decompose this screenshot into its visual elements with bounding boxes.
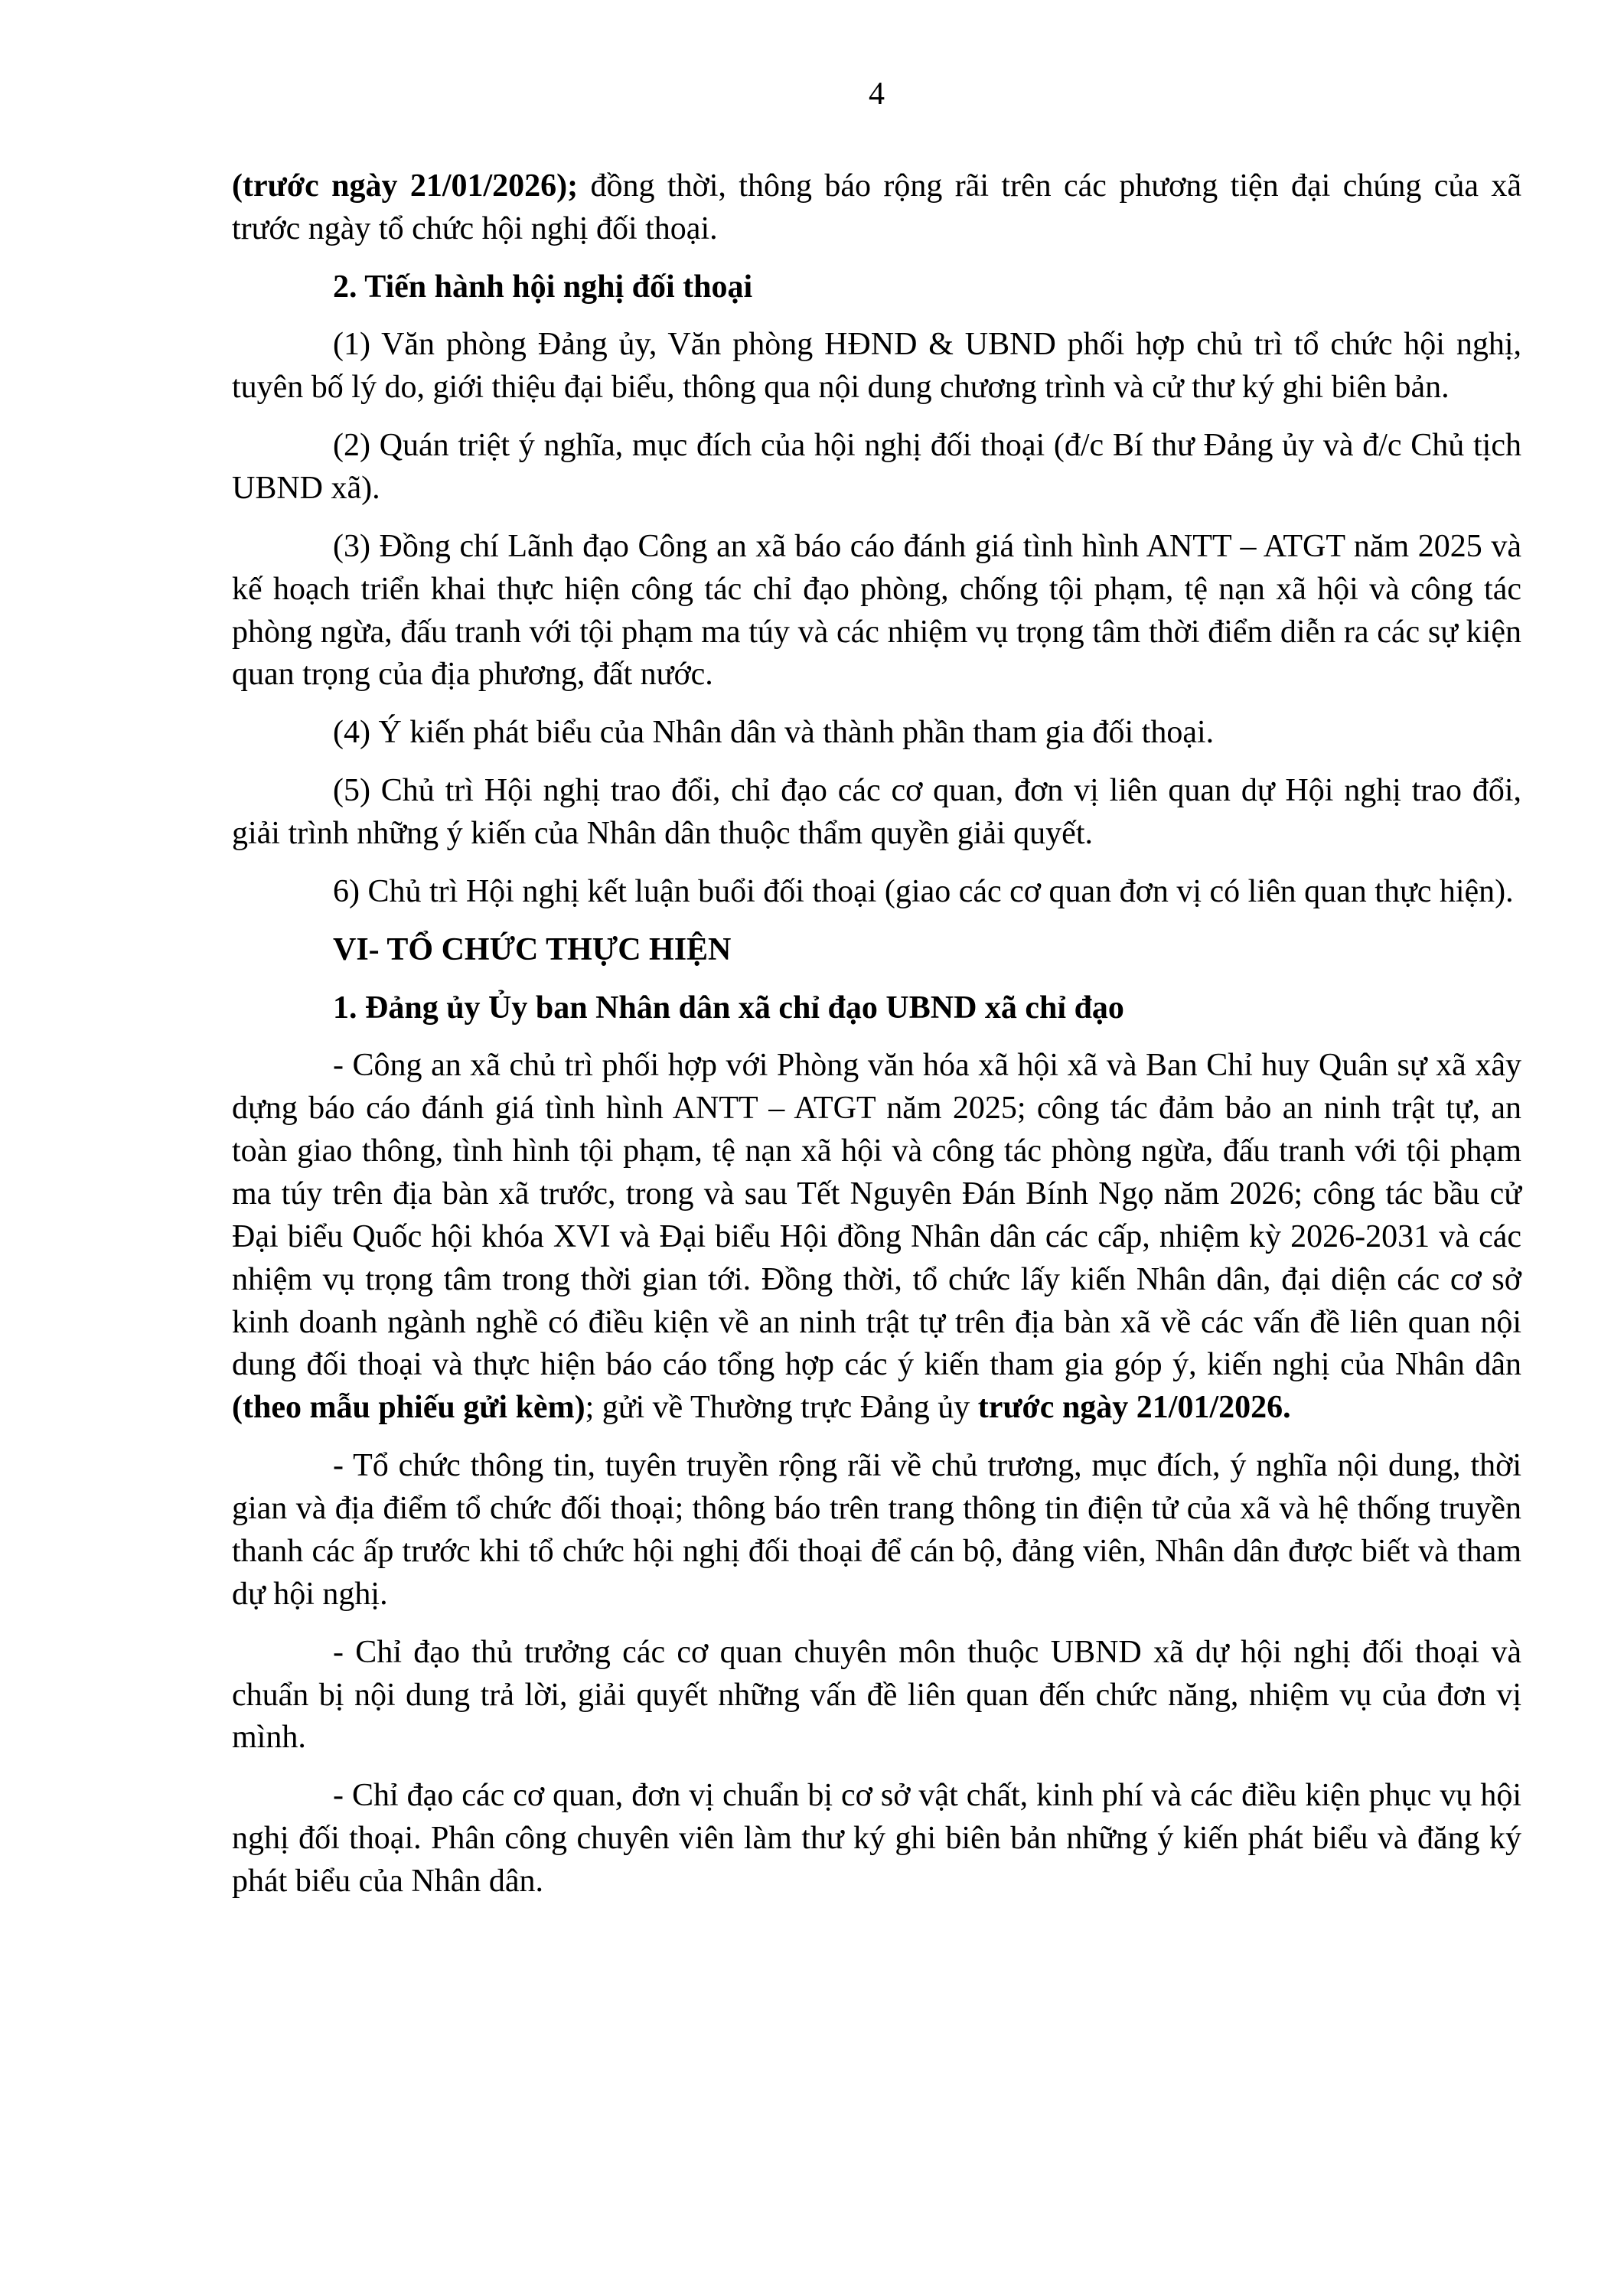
text-segment: ; gửi về Thường trực Đảng ủy xyxy=(585,1390,978,1426)
section-heading xyxy=(232,987,1521,1030)
paragraph xyxy=(232,526,1521,696)
text-segment: 6) Chủ trì Hội nghị kết luận buổi đối thoại (giao các cơ quan đơn vị có liên quan thực hiện). xyxy=(333,873,1514,909)
bold-text-segment: trước ngày 21/01/2026. xyxy=(977,1390,1291,1426)
document-body xyxy=(232,165,1521,1903)
paragraph xyxy=(232,1445,1521,1616)
paragraph xyxy=(232,425,1521,510)
text-segment: (3) Đồng chí Lãnh đạo Công an xã báo cáo đánh giá tình hình ANTT – ATGT năm 2025 và kế hoạch triển khai thực hiện công tác chỉ đạo phòng, chống tội phạm, tệ nạn xã hội và công tác phòng ngừa, đấu tranh với tội phạm ma túy và các nhiệm vụ trọng tâm thời điểm diễn ra các sự kiện quan trọng của địa phương, đất nước. xyxy=(232,528,1521,693)
paragraph xyxy=(232,1632,1521,1760)
section-heading xyxy=(232,929,1521,972)
section-heading xyxy=(232,266,1521,309)
paragraph xyxy=(232,1045,1521,1430)
bold-text-segment: (trước ngày 21/01/2026); xyxy=(232,168,591,204)
paragraph xyxy=(232,770,1521,856)
text-segment: - Chỉ đạo thủ trưởng các cơ quan chuyên môn thuộc UBND xã dự hội nghị đối thoại và chuẩn bị nội dung trả lời, giải quyết những vấn đề liên quan đến chức năng, nhiệm vụ của đơn vị mình. xyxy=(232,1634,1521,1756)
paragraph xyxy=(232,712,1521,755)
text-segment: (2) Quán triệt ý nghĩa, mục đích của hội nghị đối thoại (đ/c Bí thư Đảng ủy và đ/c Chủ tịch UBND xã). xyxy=(232,428,1521,507)
page-number: 4 xyxy=(869,77,885,112)
paragraph xyxy=(232,324,1521,409)
paragraph xyxy=(232,871,1521,914)
text-segment: (4) Ý kiến phát biểu của Nhân dân và thành phần tham gia đối thoại. xyxy=(333,715,1215,751)
bold-text-segment: (theo mẫu phiếu gửi kèm) xyxy=(232,1390,585,1426)
paragraph xyxy=(232,1775,1521,1903)
bold-text-segment: 2. Tiến hành hội nghị đối thoại xyxy=(333,269,753,305)
text-segment: (1) Văn phòng Đảng ủy, Văn phòng HĐND & UBND phối hợp chủ trì tổ chức hội nghị, tuyên bố lý do, giới thiệu đại biểu, thông qua nội dung chương trình và cử thư ký ghi biên bản. xyxy=(232,327,1521,406)
text-segment: - Chỉ đạo các cơ quan, đơn vị chuẩn bị cơ sở vật chất, kinh phí và các điều kiện phục vụ hội nghị đối thoại. Phân công chuyên viên làm thư ký ghi biên bản những ý kiến phát biểu và đăng ký phát biểu của Nhân dân. xyxy=(232,1778,1521,1899)
bold-text-segment: 1. Đảng ủy Ủy ban Nhân dân xã chỉ đạo UBND xã chỉ đạo xyxy=(333,990,1124,1026)
paragraph xyxy=(232,165,1521,251)
bold-text-segment: VI- TỔ CHỨC THỰC HIỆN xyxy=(333,931,732,967)
text-segment: (5) Chủ trì Hội nghị trao đổi, chỉ đạo các cơ quan, đơn vị liên quan dự Hội nghị trao đổi, giải trình những ý kiến của Nhân dân thuộc thẩm quyền giải quyết. xyxy=(232,773,1521,852)
text-segment: - Công an xã chủ trì phối hợp với Phòng văn hóa xã hội xã và Ban Chỉ huy Quân sự xã xây dựng báo cáo đánh giá tình hình ANTT – ATGT năm 2025; công tác đảm bảo an ninh trật tự, an toàn giao thông, tình hình tội phạm, tệ nạn xã hội và công tác phòng ngừa, đấu tranh với tội phạm ma túy trên địa bàn xã trước, trong và sau Tết Nguyên Đán Bính Ngọ năm 2026; công tác bầu cử Đại biểu Quốc hội khóa XVI và Đại biểu Hội đồng Nhân dân các cấp, nhiệm kỳ 2026-2031 và các nhiệm vụ trọng tâm trong thời gian tới. Đồng thời, tổ chức lấy kiến Nhân dân, đại diện các cơ sở kinh doanh ngành nghề có điều kiện về an ninh trật tự trên địa bàn xã về các vấn đề liên quan nội dung đối thoại và thực hiện báo cáo tổng hợp các ý kiến tham gia góp ý, kiến nghị của Nhân dân xyxy=(232,1048,1521,1383)
text-segment: đồng thời, thông báo rộng rãi trên các phương tiện đại chúng của xã trước ngày tổ chức hội nghị đối thoại. xyxy=(232,168,1521,246)
text-segment: - Tổ chức thông tin, tuyên truyền rộng rãi về chủ trương, mục đích, ý nghĩa nội dung, thời gian và địa điểm tổ chức đối thoại; thông báo trên trang thông tin điện tử của xã và hệ thống truyền thanh các ấp trước khi tổ chức hội nghị đối thoại để cán bộ, đảng viên, Nhân dân được biết và tham dự hội nghị. xyxy=(232,1448,1521,1612)
